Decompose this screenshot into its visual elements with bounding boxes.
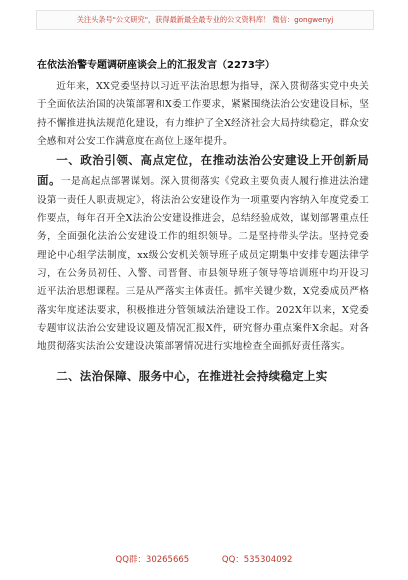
- document-body: [37, 78, 369, 388]
- footer-qq-group: QQ群：30265665: [115, 555, 190, 565]
- section-1-paragraph: [37, 151, 369, 356]
- section-1-body: 一是高起点部署谋划。深入贯彻落实《党政主要负责人履行推进法治建设第一责任人职责规定》，将法治公安建设作为一项重要内容纳入年度党委工作要点，每年召开全X法治公安建设推进会，总结经验成效，谋划部署重点任务，全面强化法治公安建设工作的组织领导。二是坚持带头学法。坚持党委理论中心组学法制度，xx级公安机关领导班子成员定期集中安排专题法律学习，在公务员初任、入警、司晋督、市县领导班子领导等培训班中均开设习近平法治思想课程。三是从严落实主体责任。抓牢关键少数，X党委成员严格落实年度述法要求，积极推进分管领域法治建设工作。202X年以来，X党委专题审议法治公安建设议题及情况汇报X件，研究督办重点案件X余起。对各地贯彻落实法治公安建设决策部署情况进行实地检查全面抓好责任落实。: [37, 176, 369, 353]
- section-1-heading: 一、政治引领、高点定位，在推动法治公安建设上开创新局面。: [37, 153, 369, 188]
- section-2-heading: 二、法治保障、服务中心，在推进社会持续稳定上实: [56, 369, 328, 384]
- footer-contact: [0, 553, 408, 565]
- promo-banner: 关注头条号"公文研究"，获得最新最全最专业的公文资料库！ 微信：gongwenyj: [36, 10, 374, 30]
- intro-paragraph: 近年来，XX党委坚持以习近平法治思想为指导，深入贯彻落实党中央关于全面依法治国的决策部署和X委工作要求，紧紧围绕法治公安建设目标，坚持不懈推进执法规范化建设，有力维护了全X经济社会大局持续稳定，群众安全感和对公安工作满意度在高位上逐年提升。: [37, 81, 369, 147]
- document-title: 在依法治警专题调研座谈会上的汇报发言（2273字）: [37, 60, 275, 71]
- footer-qq: QQ：535304092: [221, 555, 293, 565]
- section-2-paragraph: [37, 367, 369, 387]
